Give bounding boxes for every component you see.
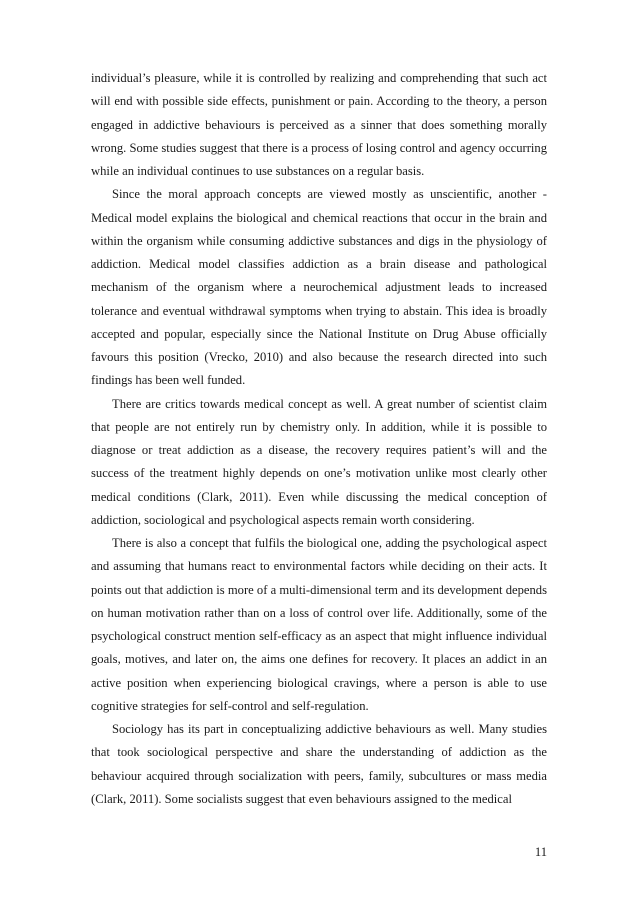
page-number: 11	[534, 845, 547, 859]
paragraph-1: individual’s pleasure, while it is controlled by realizing and comprehending that such act will end with possible side effects, punishment or pain. According to the theory, a person engaged in addictive behaviours is perceived as a sinner that does something morally wrong. Some studies suggest that there is a process of losing control and agency occurring while an individual continues to use substances on a regular basis.	[91, 71, 547, 178]
paragraph-2: Since the moral approach concepts are viewed mostly as unscientific, another - Medical model explains the biological and chemical reactions that occur in the brain and within the organism while consuming addictive substances and digs in the physiology of addiction. Medical model classifies addiction as a brain disease and pathological mechanism of the organism where a neurochemical adjustment leads to increased tolerance and eventual withdrawal symptoms when trying to abstain. This idea is broadly accepted and popular, especially since the National Institute on Drug Abuse officially favours this position (Vrecko, 2010) and also because the research directed into such findings has been well funded.	[91, 187, 547, 388]
paragraph-4: There is also a concept that fulfils the biological one, adding the psychological aspect and assuming that humans react to environmental factors while deciding on their acts. It points out that addiction is more of a multi-dimensional term and its development depends on human motivation rather than on a loss of control over life. Additionally, some of the psychological construct mention self-efficacy as an aspect that might influence individual goals, motives, and later on, the aims one defines for recovery. It places an addict in an active position when experiencing biological cravings, where a person is able to use cognitive strategies for self-control and self-regulation.	[91, 536, 547, 713]
paragraph-5: Sociology has its part in conceptualizing addictive behaviours as well. Many studies that took sociological perspective and share the understanding of addiction as the behaviour acquired through socialization with peers, family, subcultures or mass media (Clark, 2011). Some socialists suggest that even behaviours assigned to the medical	[91, 722, 547, 806]
body-text	[91, 67, 547, 811]
paragraph-3: There are critics towards medical concept as well. A great number of scientist claim that people are not entirely run by chemistry only. In addition, while it is possible to diagnose or treat addiction as a disease, the recovery requires patient’s will and the success of the treatment highly depends on one’s motivation unlike most clearly other medical conditions (Clark, 2011). Even while discussing the medical conception of addiction, sociological and psychological aspects remain worth considering.	[91, 396, 547, 527]
